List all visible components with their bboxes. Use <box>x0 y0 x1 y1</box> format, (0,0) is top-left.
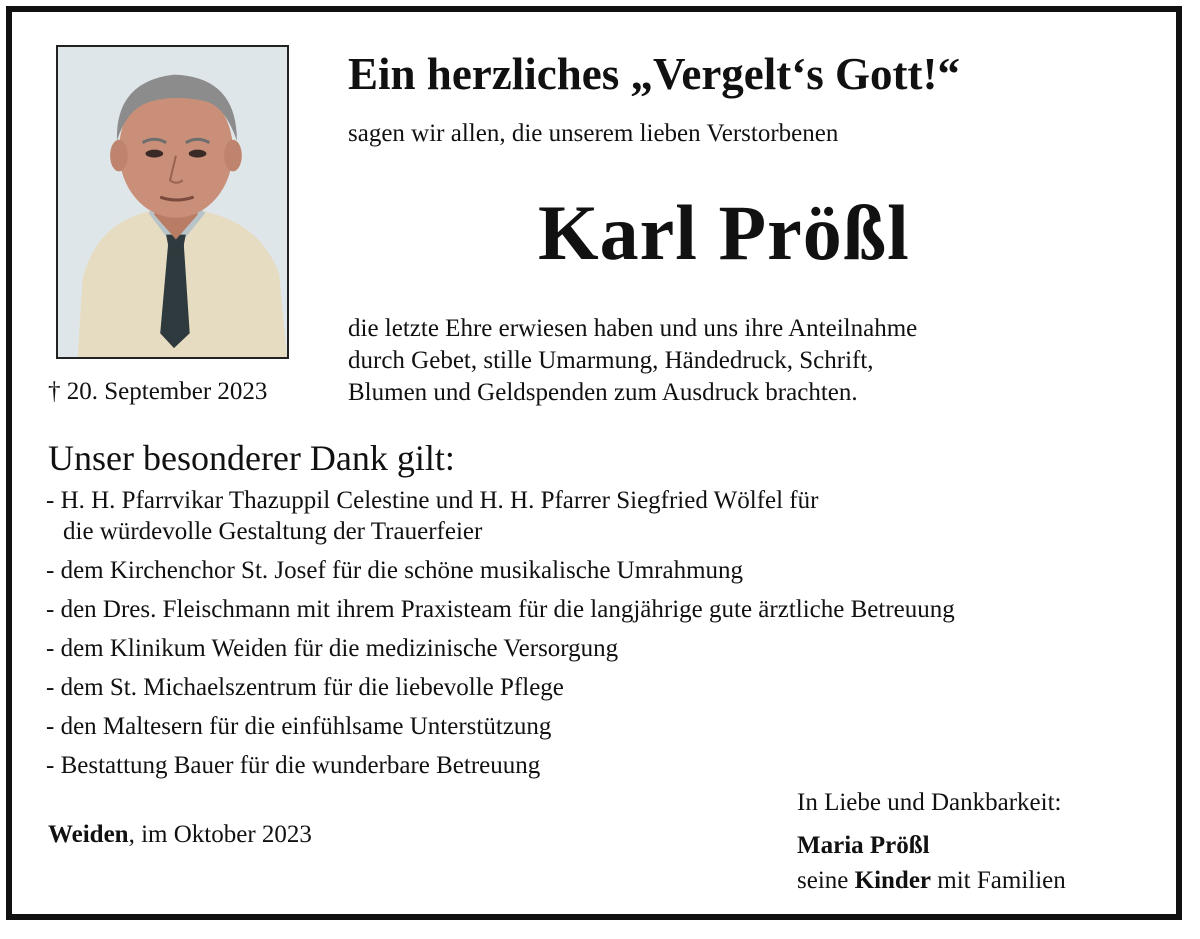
list-item <box>46 672 955 703</box>
date-text: , im Oktober 2023 <box>128 821 312 848</box>
list-item-text: - dem St. Michaelszentrum für die liebevolle Pflege <box>46 674 564 701</box>
children-line <box>797 863 1066 898</box>
honor-line: die letzte Ehre erwiesen haben und uns ihre Anteilnahme <box>348 315 918 342</box>
list-item-text: - Bestattung Bauer für die wunderbare Betreuung <box>46 752 541 779</box>
list-item <box>46 555 955 586</box>
thanks-list <box>46 485 955 789</box>
list-item <box>46 750 955 781</box>
list-item-text: - den Dres. Fleischmann mit ihrem Praxisteam für die langjährige gute ärztliche Betreuung <box>46 596 955 623</box>
intro-text: sagen wir allen, die unserem lieben Verstorbenen <box>348 120 839 147</box>
list-item-continuation: die würdevolle Gestaltung der Trauerfeier <box>63 518 483 545</box>
children-suffix: mit Familien <box>931 867 1066 894</box>
honor-line: durch Gebet, stille Umarmung, Händedruck, Schrift, <box>348 347 874 374</box>
death-date: † 20. September 2023 <box>48 378 268 405</box>
children-prefix: seine <box>797 867 855 894</box>
list-item-text: - H. H. Pfarrvikar Thazuppil Celestine und H. H. Pfarrer Siegfried Wölfel für <box>46 487 819 514</box>
list-item-text: - den Maltesern für die einfühlsame Unterstützung <box>46 713 552 740</box>
list-item <box>46 633 955 664</box>
deceased-name: Karl Prößl <box>538 189 910 276</box>
honor-line: Blumen und Geldspenden zum Ausdruck brachten. <box>348 379 858 406</box>
signature-block <box>797 785 1066 898</box>
portrait-photo <box>56 45 289 359</box>
list-item <box>46 711 955 742</box>
list-item-text: - dem Kirchenchor St. Josef für die schöne musikalische Umrahmung <box>46 557 744 584</box>
widow-name: Maria Prößl <box>797 832 930 859</box>
list-item <box>46 485 955 547</box>
place-and-date <box>48 821 312 849</box>
portrait-illustration <box>58 47 287 357</box>
closing-text: In Liebe und Dankbarkeit: <box>797 789 1062 816</box>
list-item <box>46 594 955 625</box>
list-item-text: - dem Klinikum Weiden für die medizinische Versorgung <box>46 635 619 662</box>
honor-paragraph <box>348 313 917 409</box>
place-name: Weiden <box>48 821 129 848</box>
headline: Ein herzliches „Vergelt‘s Gott!“ <box>348 49 960 99</box>
children-word: Kinder <box>854 867 932 894</box>
thanks-heading: Unser besonderer Dank gilt: <box>48 438 455 478</box>
